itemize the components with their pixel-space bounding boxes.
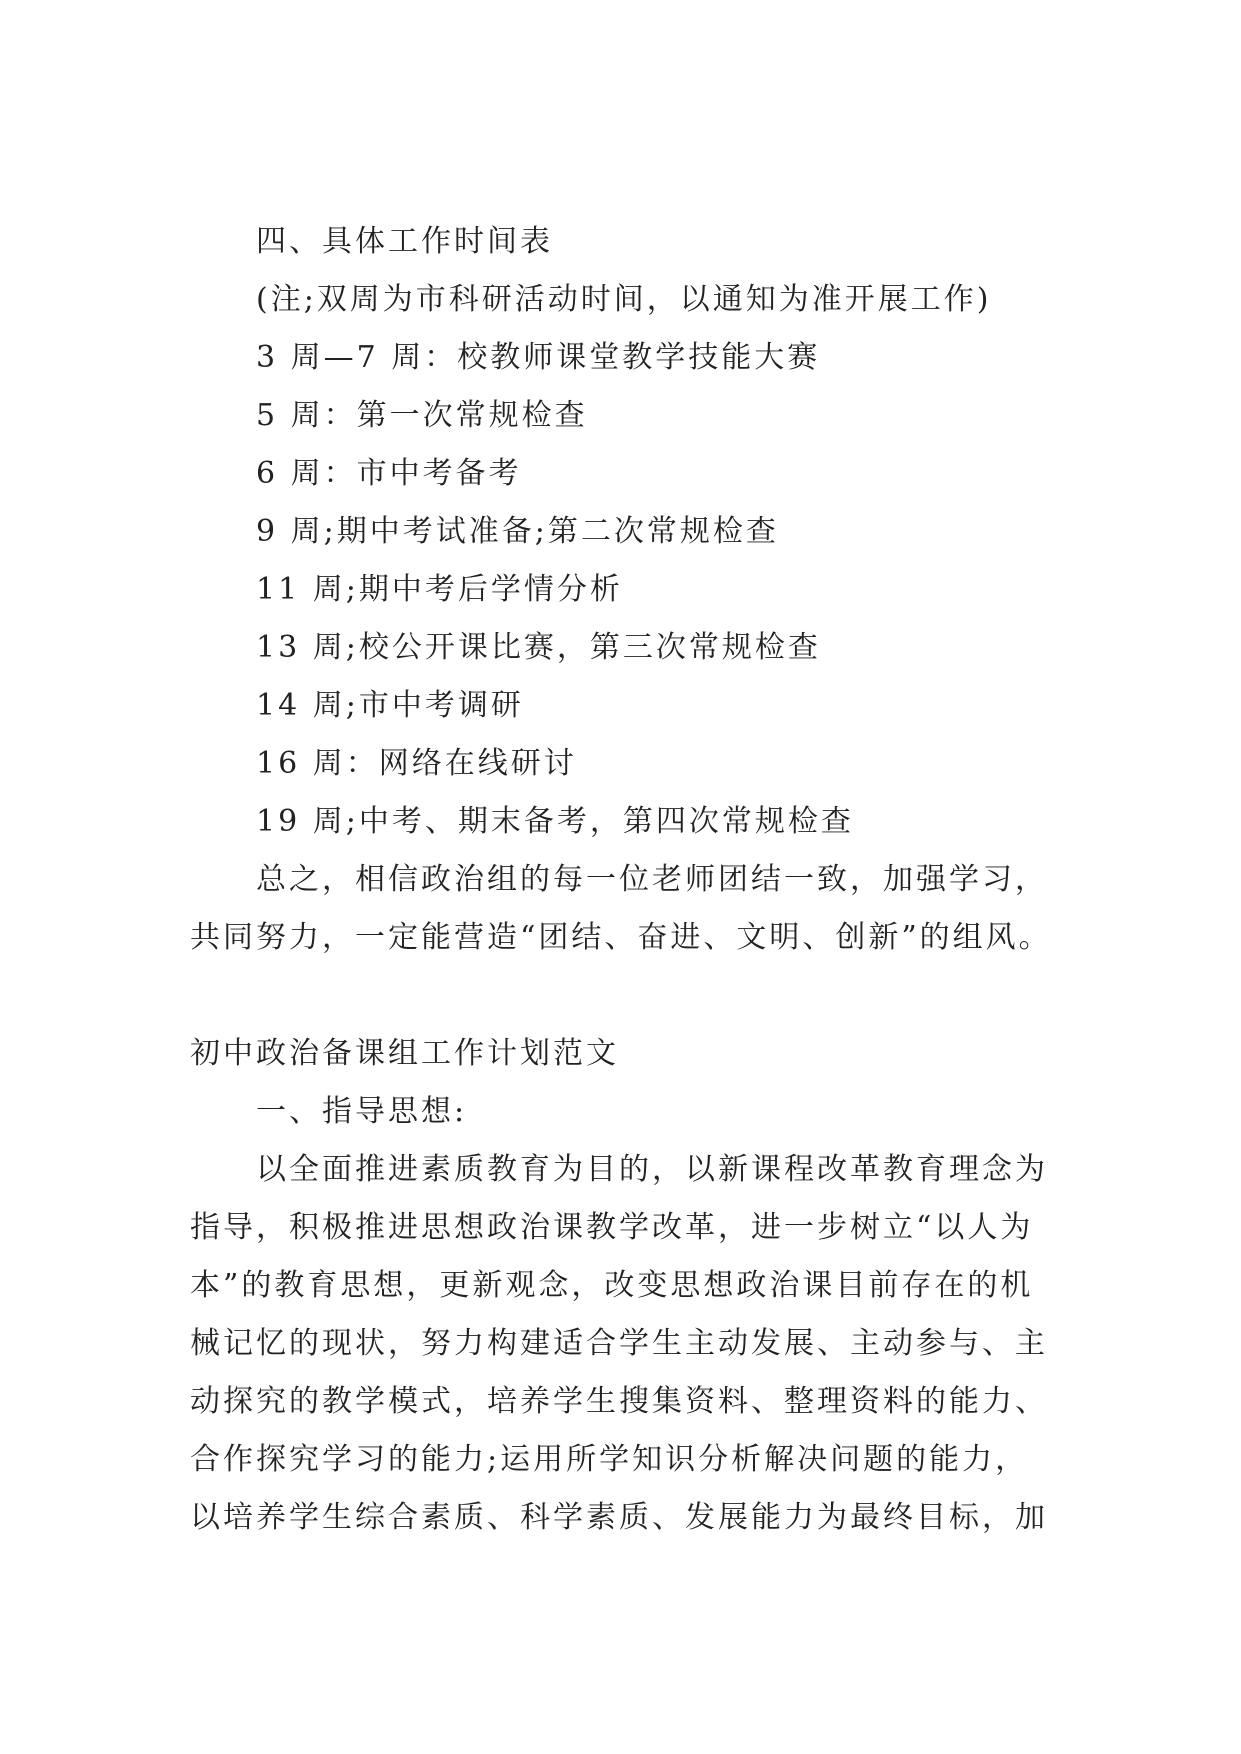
paragraph-line: 本”的教育思想，更新观念，改变思想政治课目前存在的机	[190, 1268, 1034, 1303]
schedule-item: 11 周;期中考后学情分析	[256, 572, 623, 607]
schedule-item: 16 周：网络在线研讨	[256, 746, 577, 781]
paragraph-line: 械记忆的现状，努力构建适合学生主动发展、主动参与、主	[190, 1326, 1048, 1361]
paragraph-line: 合作探究学习的能力;运用所学知识分析解决问题的能力，	[190, 1442, 1029, 1477]
schedule-item: 6 周：市中考备考	[256, 456, 522, 491]
schedule-item: 14 周;市中考调研	[256, 688, 524, 723]
article-subheading: 一、指导思想:	[256, 1094, 468, 1129]
conclusion-line: 共同努力，一定能营造“团结、奋进、文明、创新”的组风。	[190, 920, 1052, 955]
paragraph-line: 以培养学生综合素质、科学素质、发展能力为最终目标，加	[190, 1500, 1048, 1535]
schedule-item: 9 周;期中考试准备;第二次常规检查	[256, 514, 779, 549]
schedule-item: 5 周：第一次常规检查	[256, 398, 588, 433]
paragraph-line: 指导，积极推进思想政治课教学改革，进一步树立“以人为	[190, 1210, 1034, 1245]
paragraph-line: 动探究的教学模式，培养学生搜集资料、整理资料的能力、	[190, 1384, 1048, 1419]
schedule-item: 13 周;校公开课比赛，第三次常规检查	[256, 630, 821, 665]
conclusion-line: 总之，相信政治组的每一位老师团结一致，加强学习，	[256, 862, 1048, 897]
schedule-note: (注;双周为市科研活动时间，以通知为准开展工作)	[256, 282, 992, 317]
article-title: 初中政治备课组工作计划范文	[190, 1036, 619, 1071]
paragraph-line: 以全面推进素质教育为目的，以新课程改革教育理念为	[256, 1152, 1048, 1187]
schedule-item: 19 周;中考、期末备考，第四次常规检查	[256, 804, 854, 839]
section-heading: 四、具体工作时间表	[256, 224, 553, 259]
schedule-item: 3 周—7 周：校教师课堂教学技能大赛	[256, 340, 821, 375]
